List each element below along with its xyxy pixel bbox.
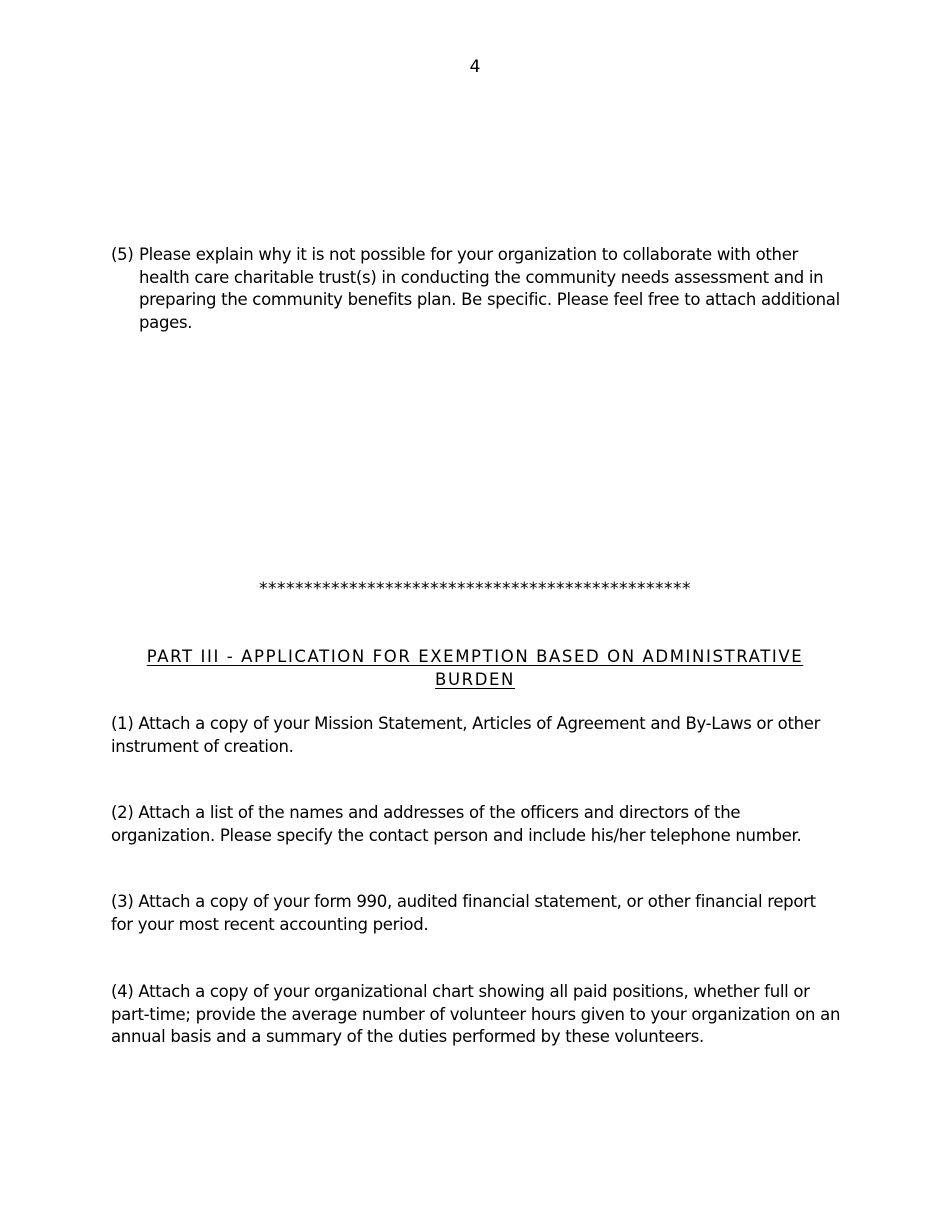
section-separator: ************************************************ [259,579,691,599]
part-3-item-1: (1) Attach a copy of your Mission Statement, Articles of Agreement and By-Laws or other instrument of creation. [111,714,821,756]
part-3-item-4: (4) Attach a copy of your organizational chart showing all paid positions, whether full or part-time; provide the average number of volunteer hours given to your organization on an annual basis and a summary of the duties performed by these volunteers. [111,982,841,1046]
question-5-number: (5) [111,245,134,264]
question-5 [111,244,851,334]
part-3-item-2: (2) Attach a list of the names and addresses of the officers and directors of the organization. Please specify the contact person and include his/her telephone number. [111,803,802,845]
part-3-item-3: (3) Attach a copy of your form 990, audited financial statement, or other financial report for your most recent accounting period. [111,892,816,934]
part-3-heading: PART III - APPLICATION FOR EXEMPTION BASED ON ADMINISTRATIVE BURDEN [146,647,804,689]
question-5-text: Please explain why it is not possible for your organization to collaborate with other health care charitable trust(s) in conducting the community needs assessment and in preparing the community benefits plan. Be specific. Please feel free to attach additional pages. [139,245,840,332]
page-number: 4 [469,57,481,77]
